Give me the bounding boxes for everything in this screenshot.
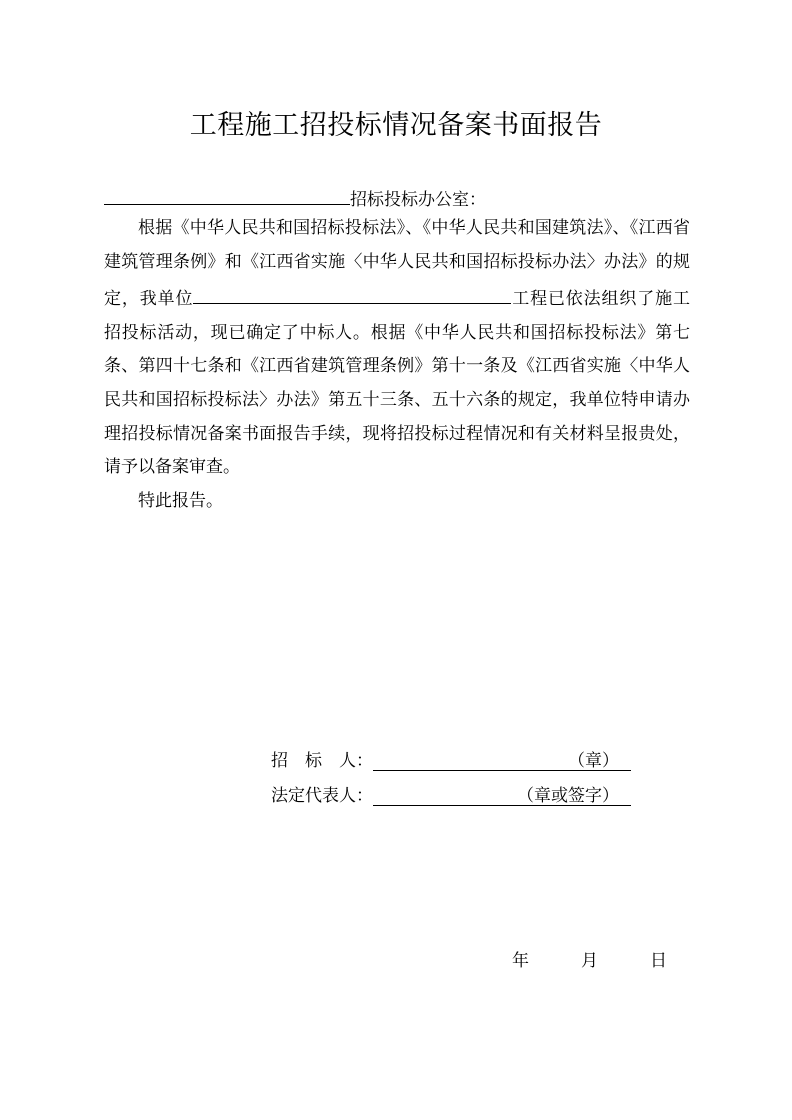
legal-rep-label: 法定代表人： — [271, 786, 373, 806]
closing-paragraph: 特此报告。 — [138, 490, 223, 511]
project-name-blank — [193, 279, 511, 304]
tenderer-label: 招 标 人： — [271, 751, 373, 771]
date-day: 日 — [650, 951, 667, 971]
tenderer-blank — [373, 746, 631, 771]
addressee-line — [104, 180, 486, 215]
legal-rep-seal-note: （章或签字） — [517, 786, 619, 806]
body-part1: 根据《中华人民共和国招标投标法》、《中华人民共和国建筑法》、《江西省建筑管理条例》和《江西省实施〈中华人民共和国招标投标办法〉办法》的规定，我单位 — [104, 218, 690, 310]
addressee-blank — [104, 180, 350, 205]
date-line — [512, 946, 667, 976]
date-year: 年 — [512, 951, 529, 971]
legal-rep-blank — [373, 781, 631, 806]
tenderer-line — [271, 746, 631, 776]
date-month: 月 — [581, 951, 598, 971]
body-text — [104, 212, 690, 518]
legal-rep-line — [271, 781, 631, 811]
body-paragraph — [104, 212, 690, 485]
addressee-label: 招标投标办公室： — [350, 190, 486, 210]
body-part2: 工程已依法组织了施工招投标活动，现已确定了中标人。根据《中华人民共和国招标投标法》第七条、第四十七条和《江西省建筑管理条例》第十一条及《江西省实施〈中华人民共和国招标投标法〉办法》第五十三条、五十六条的规定，我单位特申请办理招投标情况备案书面报告手续，现将招投标过程情况和有关材料呈报贵处，请予以备案审查。 — [104, 289, 691, 478]
tenderer-seal-note: （章） — [568, 751, 619, 771]
document-title: 工程施工招投标情况备案书面报告 — [189, 110, 603, 141]
